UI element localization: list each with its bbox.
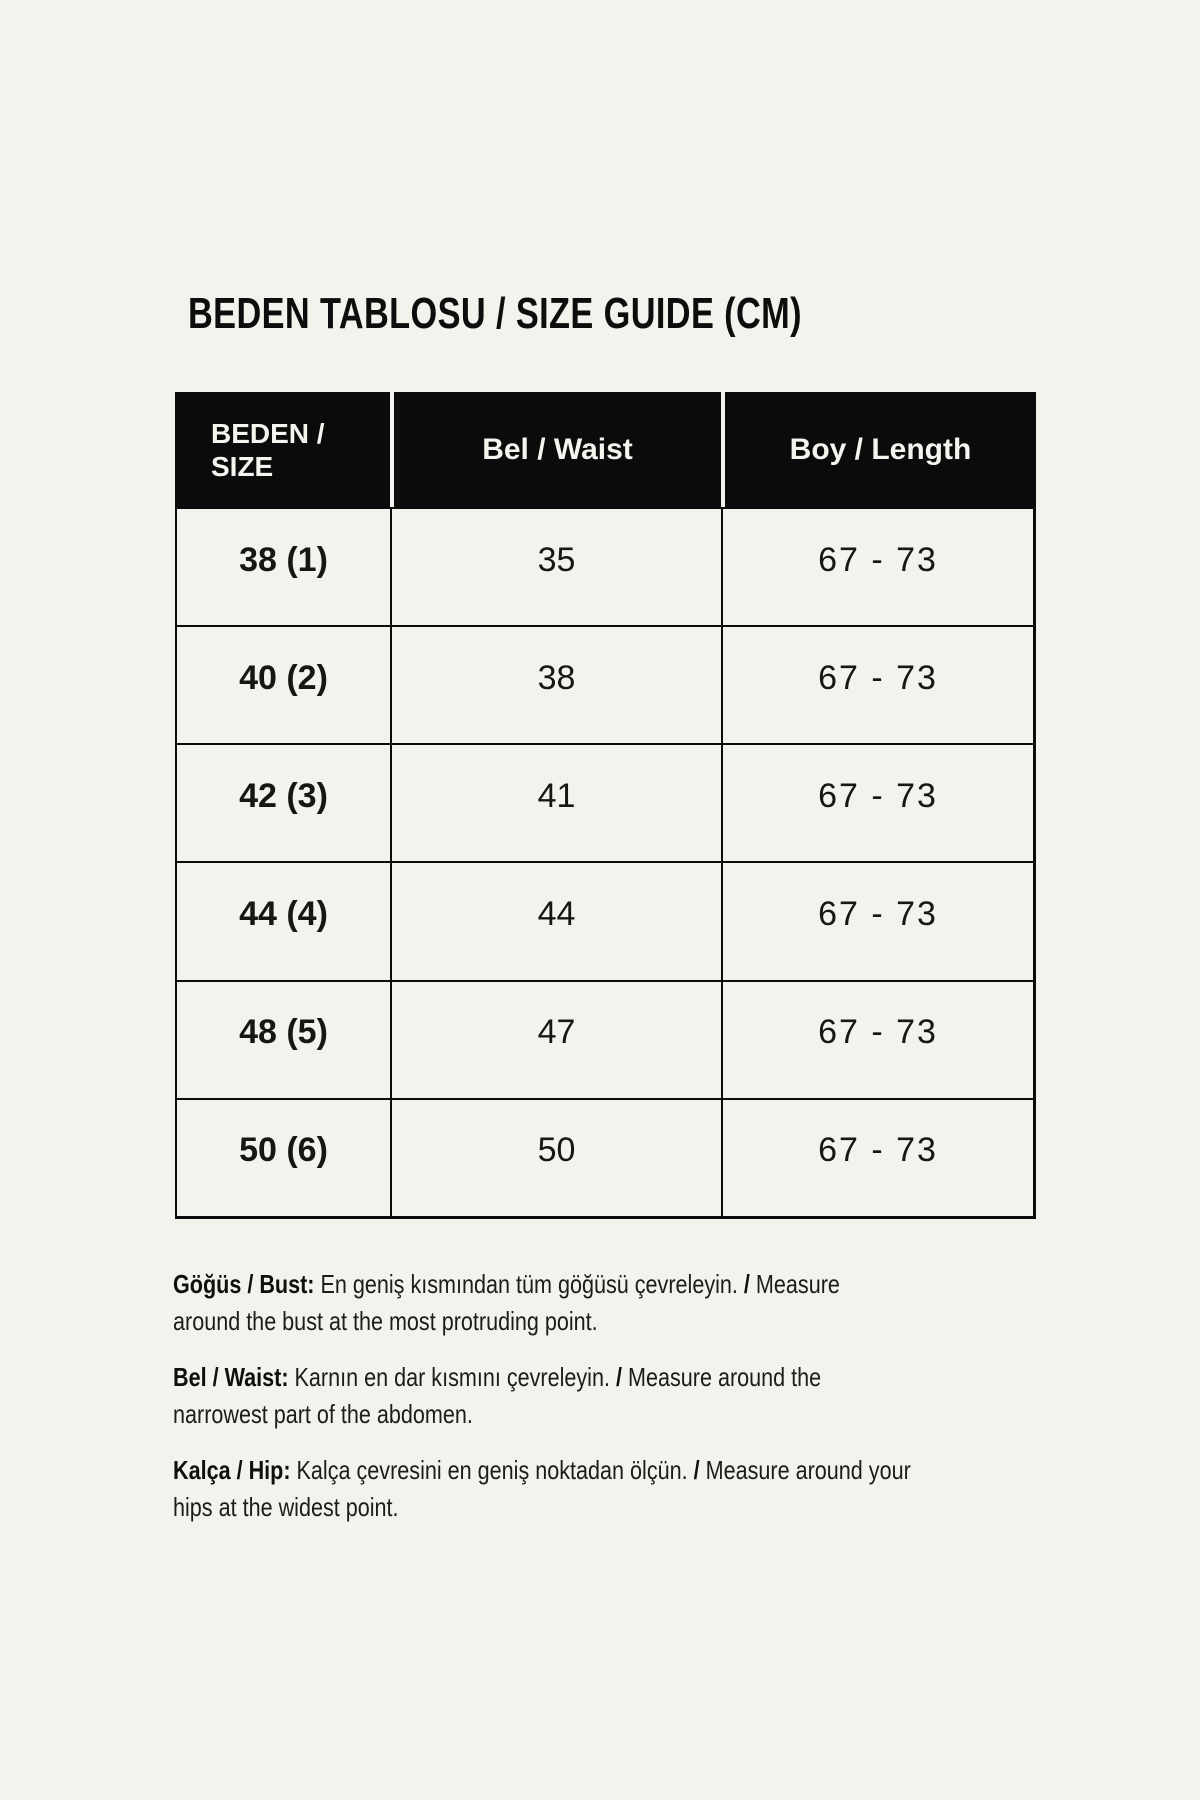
header-cell-length: Boy / Length xyxy=(725,392,1036,507)
note-bust-label: Göğüs / Bust: xyxy=(173,1269,315,1299)
note-hip-slash: / xyxy=(693,1455,700,1485)
note-hip-label: Kalça / Hip: xyxy=(173,1455,291,1485)
note-bust-slash: / xyxy=(743,1269,750,1299)
table-cell-waist: 50 xyxy=(392,1100,721,1216)
table-cell-length: 67 - 73 xyxy=(723,863,1033,979)
header-cell-size: BEDEN / SIZE xyxy=(175,392,390,507)
note-hip-text-en: Measure around your hips at the widest point. xyxy=(173,1455,911,1522)
note-waist-label: Bel / Waist: xyxy=(173,1362,289,1392)
table-cell-waist: 38 xyxy=(392,627,721,743)
table-cell-size: 40 (2) xyxy=(177,627,390,743)
size-table-body xyxy=(175,507,1036,1219)
table-cell-waist: 47 xyxy=(392,982,721,1098)
table-cell-length: 67 - 73 xyxy=(723,1100,1033,1216)
note-waist xyxy=(173,1359,912,1433)
note-bust-text-en: Measure around the bust at the most protruding point. xyxy=(173,1269,840,1336)
table-cell-size: 38 (1) xyxy=(177,509,390,625)
table-cell-length: 67 - 73 xyxy=(723,627,1033,743)
note-hip-text-tr: Kalça çevresini en geniş noktadan ölçün. xyxy=(296,1455,688,1485)
table-cell-length: 67 - 73 xyxy=(723,509,1033,625)
note-waist-text-tr: Karnın en dar kısmını çevreleyin. xyxy=(294,1362,610,1392)
measurement-notes xyxy=(173,1266,912,1545)
table-cell-size: 50 (6) xyxy=(177,1100,390,1216)
table-cell-waist: 44 xyxy=(392,863,721,979)
note-bust xyxy=(173,1266,912,1340)
header-cell-waist: Bel / Waist xyxy=(394,392,721,507)
table-cell-length: 67 - 73 xyxy=(723,745,1033,861)
note-waist-slash: / xyxy=(615,1362,622,1392)
table-cell-size: 42 (3) xyxy=(177,745,390,861)
table-cell-size: 44 (4) xyxy=(177,863,390,979)
note-hip xyxy=(173,1452,912,1526)
table-cell-waist: 35 xyxy=(392,509,721,625)
page-title-text: BEDEN TABLOSU / SIZE GUIDE (CM) xyxy=(188,289,802,338)
table-cell-waist: 41 xyxy=(392,745,721,861)
size-table-header xyxy=(175,392,1036,507)
note-waist-text-en: Measure around the narrowest part of the abdomen. xyxy=(173,1362,822,1429)
page-title xyxy=(188,289,975,338)
note-bust-text-tr: En geniş kısmından tüm göğüsü çevreleyin. xyxy=(320,1269,738,1299)
table-cell-size: 48 (5) xyxy=(177,982,390,1098)
table-cell-length: 67 - 73 xyxy=(723,982,1033,1098)
